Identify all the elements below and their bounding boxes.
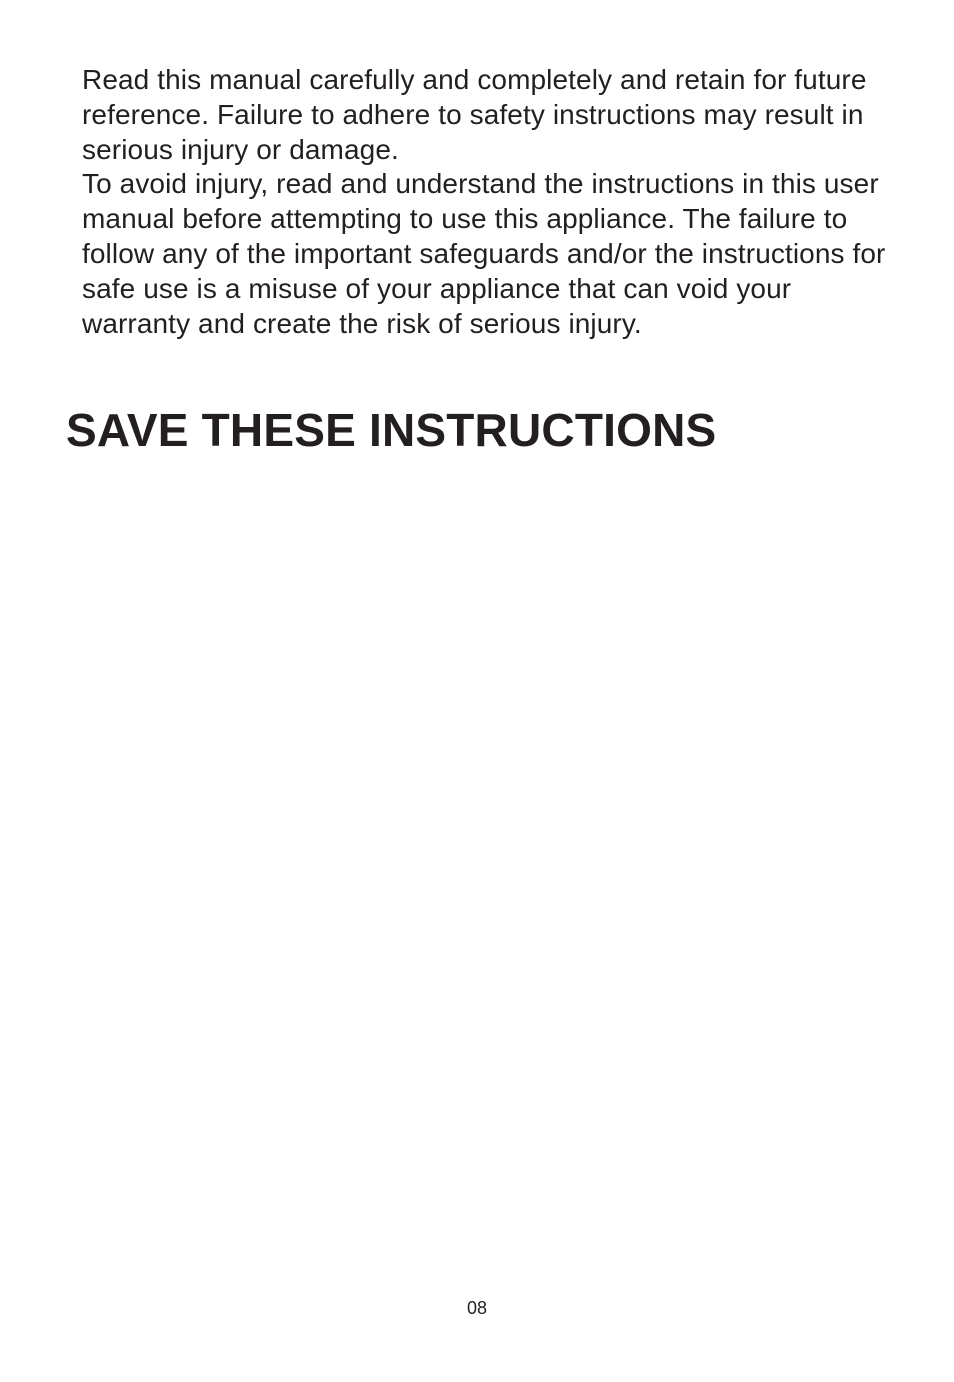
save-instructions-heading: SAVE THESE INSTRUCTIONS	[66, 404, 717, 456]
paragraph-read-manual: Read this manual carefully and completely and retain for future reference. Failure to adhere to safety instructions may result in serious injury or damage.	[82, 64, 867, 165]
safety-instructions-text	[82, 63, 902, 341]
paragraph-avoid-injury: To avoid injury, read and understand the instructions in this user manual before attempting to use this appliance. The failure to follow any of the important safeguards and/or the instructions for safe use is a misuse of your appliance that can void your warranty and create the risk of serious injury.	[82, 168, 886, 339]
page-number: 08	[466, 1298, 488, 1318]
